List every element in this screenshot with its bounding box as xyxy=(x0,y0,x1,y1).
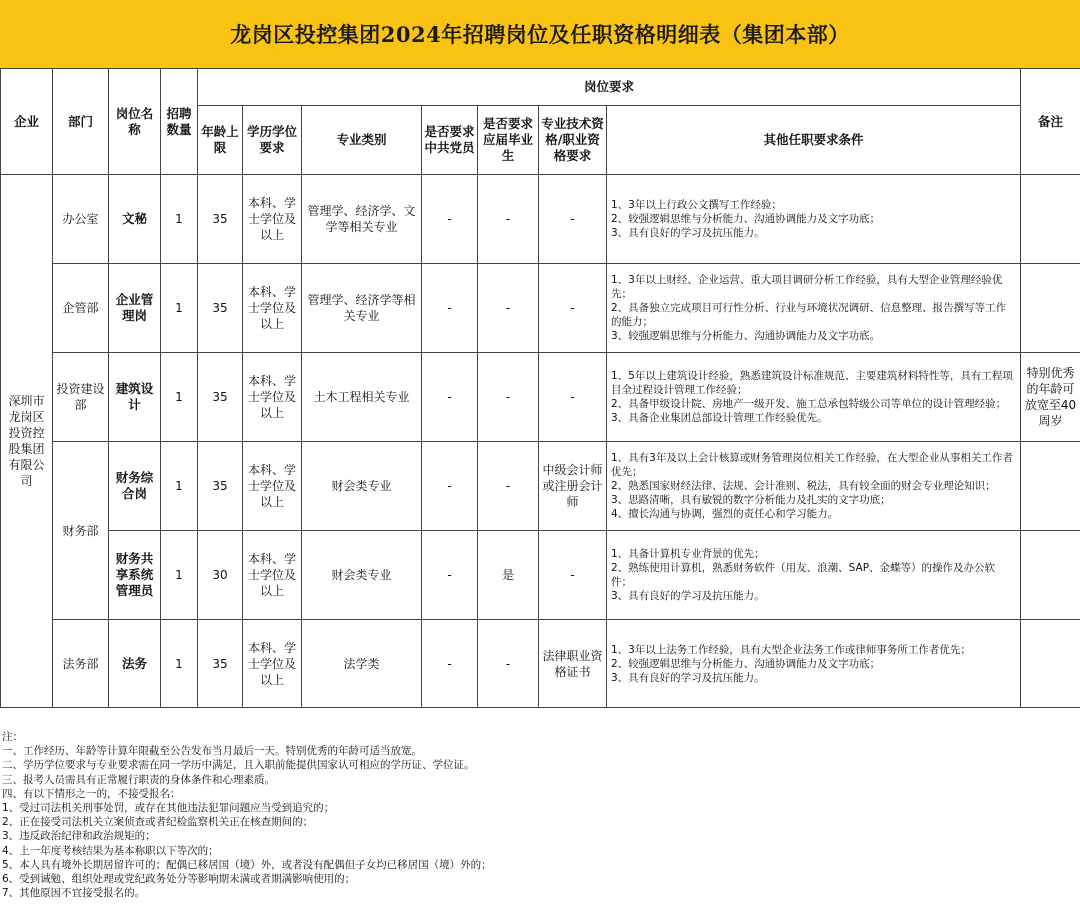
note-line: 6、受到诫勉、组织处理或党纪政务处分等影响期未满或者期满影响使用的； xyxy=(2,873,356,886)
header-education: 学历学位要求 xyxy=(243,106,302,175)
header-age: 年龄上限 xyxy=(198,106,243,175)
requirement-line: 1、5年以上建筑设计经验，熟悉建筑设计标准规范、主要建筑材料特性等，具有工程项目全过程设计管理工作经验； xyxy=(611,370,1013,396)
age-cell: 30 xyxy=(198,531,243,620)
requirement-line: 1、3年以上财经、企业运营、重大项目调研分析工作经验，具有大型企业管理经验优先； xyxy=(611,274,1003,300)
title-bar xyxy=(0,0,1080,69)
education-cell: 本科、学士学位及以上 xyxy=(243,442,302,531)
position-cell: 财务综合岗 xyxy=(109,442,161,531)
note-line: 1、受过司法机关刑事处罚，或存在其他违法犯罪问题应当受到追究的； xyxy=(2,802,335,815)
notes-section xyxy=(0,726,1080,900)
fresh-graduate-cell: - xyxy=(478,620,539,708)
table-row xyxy=(1,442,1080,531)
party-member-cell: - xyxy=(422,442,478,531)
position-cell: 财务共享系统管理员 xyxy=(109,531,161,620)
header-certificate: 专业技术资格/职业资格要求 xyxy=(539,106,607,175)
position-cell: 文秘 xyxy=(109,175,161,264)
requirement-line: 1、3年以上行政公文撰写工作经验； xyxy=(611,199,782,211)
age-cell: 35 xyxy=(198,175,243,264)
requirement-line: 3、较强逻辑思维与分析能力、沟通协调能力及文字功底。 xyxy=(611,330,881,342)
requirement-line: 1、具有3年及以上会计核算或财务管理岗位相关工作经验，在大型企业从事相关工作者优先； xyxy=(611,452,1013,478)
requirement-line: 1、3年以上法务工作经验，具有大型企业法务工作或律师事务所工作者优先； xyxy=(611,643,971,656)
department-cell: 办公室 xyxy=(53,175,109,264)
certificate-cell: 中级会计师或注册会计师 xyxy=(539,442,607,531)
certificate-cell: - xyxy=(539,531,607,620)
requirement-line: 2、较强逻辑思维与分析能力、沟通协调能力及文字功底； xyxy=(611,657,881,670)
note-line: 4、上一年度考核结果为基本称职以下等次的； xyxy=(2,844,219,857)
major-cell: 财会类专业 xyxy=(302,442,422,531)
certificate-cell: - xyxy=(539,264,607,353)
requirement-line: 2、熟悉国家财经法律、法规、会计准则、税法，具有较全面的财会专业理论知识； xyxy=(611,480,996,492)
header-other: 其他任职要求条件 xyxy=(607,106,1021,175)
header-row-1 xyxy=(1,69,1080,106)
remarks-cell xyxy=(1021,175,1080,264)
education-cell: 本科、学士学位及以上 xyxy=(243,531,302,620)
party-member-cell: - xyxy=(422,175,478,264)
remarks-cell xyxy=(1021,442,1080,531)
other-requirements-cell xyxy=(607,442,1021,531)
age-cell: 35 xyxy=(198,620,243,708)
fresh-graduate-cell: - xyxy=(478,442,539,531)
other-requirements-cell xyxy=(607,175,1021,264)
requirement-line: 4、擅长沟通与协调，强烈的责任心和学习能力。 xyxy=(611,508,839,520)
requirement-line: 1、具备计算机专业背景的优先； xyxy=(611,548,765,560)
fresh-graduate-cell: - xyxy=(478,175,539,264)
position-cell: 法务 xyxy=(109,620,161,708)
fresh-graduate-cell: - xyxy=(478,264,539,353)
table-row xyxy=(1,531,1080,620)
party-member-cell: - xyxy=(422,531,478,620)
party-member-cell: - xyxy=(422,353,478,442)
requirement-line: 2、熟练使用计算机，熟悉财务软件（用友、浪潮、SAP、金蝶等）的操作及办公软件； xyxy=(611,562,996,588)
department-cell: 财务部 xyxy=(53,442,109,620)
education-cell: 本科、学士学位及以上 xyxy=(243,353,302,442)
table-row xyxy=(1,264,1080,353)
major-cell: 财会类专业 xyxy=(302,531,422,620)
position-cell: 建筑设计 xyxy=(109,353,161,442)
age-cell: 35 xyxy=(198,264,243,353)
age-cell: 35 xyxy=(198,353,243,442)
fresh-graduate-cell: - xyxy=(478,353,539,442)
requirement-line: 3、具有良好的学习及抗压能力。 xyxy=(611,590,765,602)
count-cell: 1 xyxy=(161,531,198,620)
party-member-cell: - xyxy=(422,620,478,708)
education-cell: 本科、学士学位及以上 xyxy=(243,175,302,264)
education-cell: 本科、学士学位及以上 xyxy=(243,264,302,353)
note-line: 三、报考人员需具有正常履行职责的身体条件和心理素质。 xyxy=(2,773,275,786)
note-line: 四、有以下情形之一的，不接受报名： xyxy=(2,787,181,800)
other-requirements-cell xyxy=(607,353,1021,442)
count-cell: 1 xyxy=(161,353,198,442)
header-major: 专业类别 xyxy=(302,106,422,175)
header-requirements: 岗位要求 xyxy=(198,69,1021,106)
count-cell: 1 xyxy=(161,264,198,353)
header-position: 岗位名称 xyxy=(109,69,161,175)
remarks-cell xyxy=(1021,620,1080,708)
notes-heading: 注： xyxy=(2,731,23,743)
other-requirements-cell xyxy=(607,531,1021,620)
other-requirements-cell xyxy=(607,620,1021,708)
other-requirements-cell xyxy=(607,264,1021,353)
table-row xyxy=(1,620,1080,708)
department-cell: 企管部 xyxy=(53,264,109,353)
major-cell: 土木工程相关专业 xyxy=(302,353,422,442)
table-row xyxy=(1,353,1080,442)
header-company: 企业 xyxy=(1,69,53,175)
remarks-cell xyxy=(1021,531,1080,620)
header-count: 招聘数量 xyxy=(161,69,198,175)
fresh-graduate-cell: 是 xyxy=(478,531,539,620)
age-cell: 35 xyxy=(198,442,243,531)
certificate-cell: - xyxy=(539,353,607,442)
count-cell: 1 xyxy=(161,442,198,531)
requirement-line: 2、具备甲级设计院、房地产一级开发、施工总承包特级公司等单位的设计管理经验； xyxy=(611,398,1007,410)
requirement-line: 3、具有良好的学习及抗压能力。 xyxy=(611,227,765,239)
note-line: 二、学历学位要求与专业要求需在同一学历中满足，且入职前能提供国家认可相应的学历证、学位证。 xyxy=(2,759,475,772)
requirement-line: 2、较强逻辑思维与分析能力、沟通协调能力及文字功底； xyxy=(611,213,881,225)
note-line: 5、本人具有境外长期居留许可的；配偶已移居国（境）外，或者没有配偶但子女均已移居国（境）外的； xyxy=(2,858,492,871)
department-cell: 投资建设部 xyxy=(53,353,109,442)
education-cell: 本科、学士学位及以上 xyxy=(243,620,302,708)
certificate-cell: 法律职业资格证书 xyxy=(539,620,607,708)
table-row xyxy=(1,175,1080,264)
major-cell: 管理学、经济学等相关专业 xyxy=(302,264,422,353)
note-line: 一、工作经历、年龄等计算年限截至公告发布当月最后一天。特别优秀的年龄可适当放宽。 xyxy=(2,745,422,758)
party-member-cell: - xyxy=(422,264,478,353)
header-department: 部门 xyxy=(53,69,109,175)
remarks-cell xyxy=(1021,264,1080,353)
recruitment-table xyxy=(0,68,1080,708)
page-title: 龙岗区投控集团2024年招聘岗位及任职资格明细表（集团本部） xyxy=(230,22,850,47)
note-line: 3、违反政治纪律和政治规矩的； xyxy=(2,830,156,843)
remarks-cell-special: 特别优秀的年龄可放宽至40周岁 xyxy=(1021,353,1080,442)
count-cell: 1 xyxy=(161,620,198,708)
requirement-line: 3、思路清晰，具有敏锐的数字分析能力及扎实的文字功底； xyxy=(611,494,891,506)
note-line: 2、正在接受司法机关立案侦查或者纪检监察机关正在核查期间的； xyxy=(2,816,314,829)
certificate-cell: - xyxy=(539,175,607,264)
header-remarks: 备注 xyxy=(1021,69,1080,175)
major-cell: 管理学、经济学、文学等相关专业 xyxy=(302,175,422,264)
count-cell: 1 xyxy=(161,175,198,264)
position-cell: 企业管理岗 xyxy=(109,264,161,353)
note-line: 7、其他原因不宜接受报名的。 xyxy=(2,887,146,900)
major-cell: 法学类 xyxy=(302,620,422,708)
header-party-member: 是否要求中共党员 xyxy=(422,106,478,175)
header-fresh-graduate: 是否要求应届毕业生 xyxy=(478,106,539,175)
requirement-line: 3、具备企业集团总部设计管理工作经验优先。 xyxy=(611,412,828,424)
requirement-line: 3、具有良好的学习及抗压能力。 xyxy=(611,671,765,684)
requirement-line: 2、具备独立完成项目可行性分析、行业与环境状况调研、信息整理、报告撰写等工作的能力； xyxy=(611,302,1007,328)
company-cell: 深圳市龙岗区投资控股集团有限公司 xyxy=(1,175,53,708)
department-cell: 法务部 xyxy=(53,620,109,708)
